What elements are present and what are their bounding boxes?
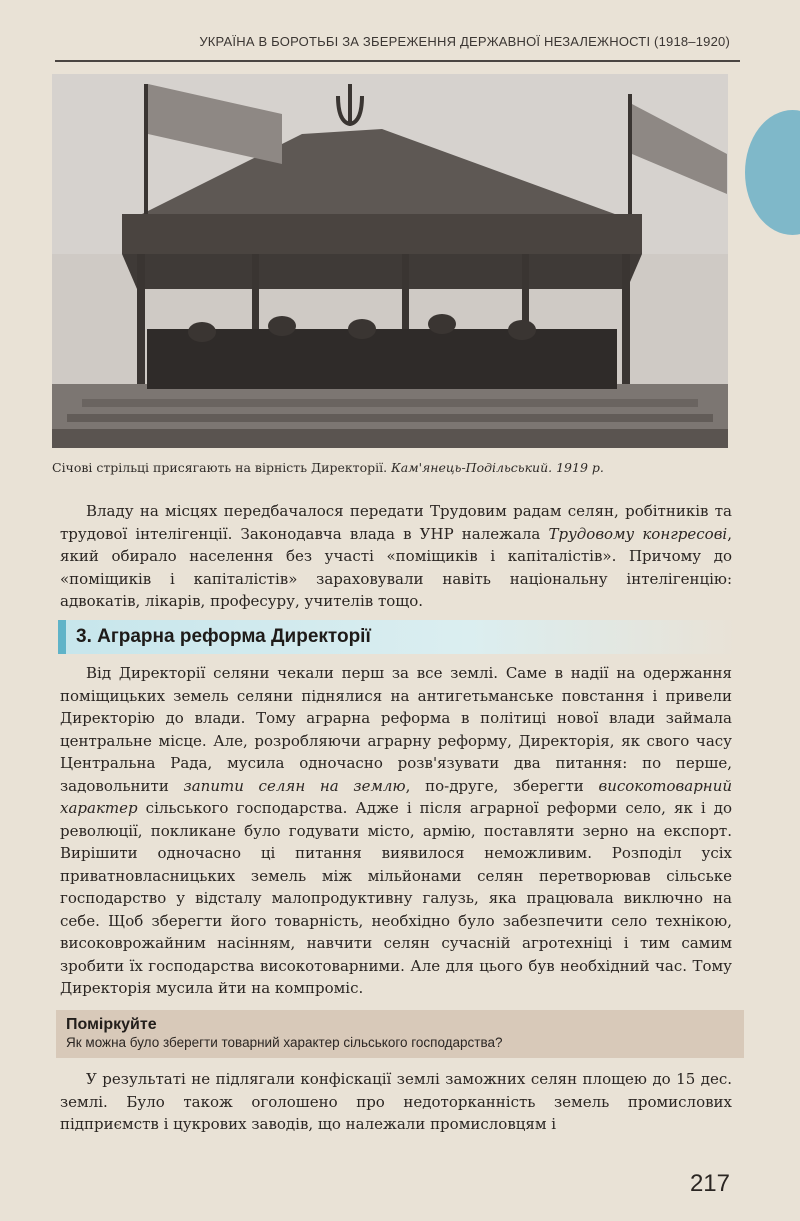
photo-caption	[52, 460, 752, 475]
paragraph-2	[60, 662, 732, 1000]
header-rule	[55, 60, 740, 62]
paragraph-1	[60, 500, 732, 613]
historical-photo	[52, 74, 728, 448]
paragraph-2-text-a: Від Директорії селяни чекали перш за все землі. Саме в надії на одержання поміщицьких земель селяни піднялися на антигетьманське повстання і привели Директорію до влади. Тому аграрна реформа в політиці нової влади займала центральне місце. Але, розробляючи аграрну реформу, Директорія, як свого часу Центральна Рада, мусила одночасно розв'язувати два питання: по перше, задовольнити	[60, 664, 732, 795]
photo-illustration	[52, 74, 728, 448]
paragraph-2-italic-b: високотоварний характер	[60, 776, 733, 817]
page-number: 217	[689, 1170, 730, 1197]
paragraph-2-text-b: , по-друге, зберегти	[405, 776, 599, 795]
section-heading: 3. Аграрна реформа Директорії	[58, 620, 738, 654]
paragraph-1-text-a: Владу на місцях передбачалося передати Трудовим радам селян, робітників та трудової інтелігенції. Законодавча влада в УНР належала	[60, 502, 732, 543]
think-question: Як можна було зберегти товарний характер сільського господарства?	[66, 1035, 503, 1050]
paragraph-2-italic-a: запити селян на землю	[183, 776, 406, 795]
caption-main: Січові стрільці присягають на вірність Директорії.	[52, 460, 388, 475]
paragraph-3: У результаті не підлягали конфіскації землі заможних селян площею до 15 дес. землі. Було також оголошено про недоторканність земель промислових підприємств і цукрових заводів, що належали промисловцям і	[60, 1070, 732, 1133]
page-tab-marker	[745, 110, 800, 235]
think-title: Поміркуйте	[66, 1016, 157, 1033]
running-header: УКРАЇНА В БОРОТЬБІ ЗА ЗБЕРЕЖЕННЯ ДЕРЖАВНОЇ НЕЗАЛЕЖНОСТІ (1918–1920)	[199, 34, 730, 49]
paragraph-2-text-c: сільського господарства. Адже і після аграрної реформи село, як і до революції, покликане було годувати місто, армію, поставляти зерно на експорт. Вирішити одночасно ці питання виявилося неможливим. Розподіл усіх приватновласницьких земель між мільйонами селян перетворював сільське господарство у відсталу малопродуктивну галузь, яка працювала виключно на себе. Щоб зберегти його товарність, необхідно було забезпечити село технікою, високоврожайним насінням, навчити селян сучасній агротехніці і тим самим зробити їх господарства високотоварними. Але для цього був необхідний час. Тому Директорія мусила йти на компроміс.	[60, 799, 732, 997]
paragraph-1-text-b: , який обирало населення без участі «поміщиків і капіталістів». Причому до «поміщиків і капіталістів» зараховували навіть національну інтелігенцію: адвокатів, лікарів, професуру, учителів тощо.	[60, 524, 733, 610]
think-box	[56, 1010, 744, 1058]
paragraph-1-italic: Трудовому конгресові	[548, 524, 728, 543]
caption-place: Кам'янець-Подільський. 1919 р.	[391, 460, 604, 475]
